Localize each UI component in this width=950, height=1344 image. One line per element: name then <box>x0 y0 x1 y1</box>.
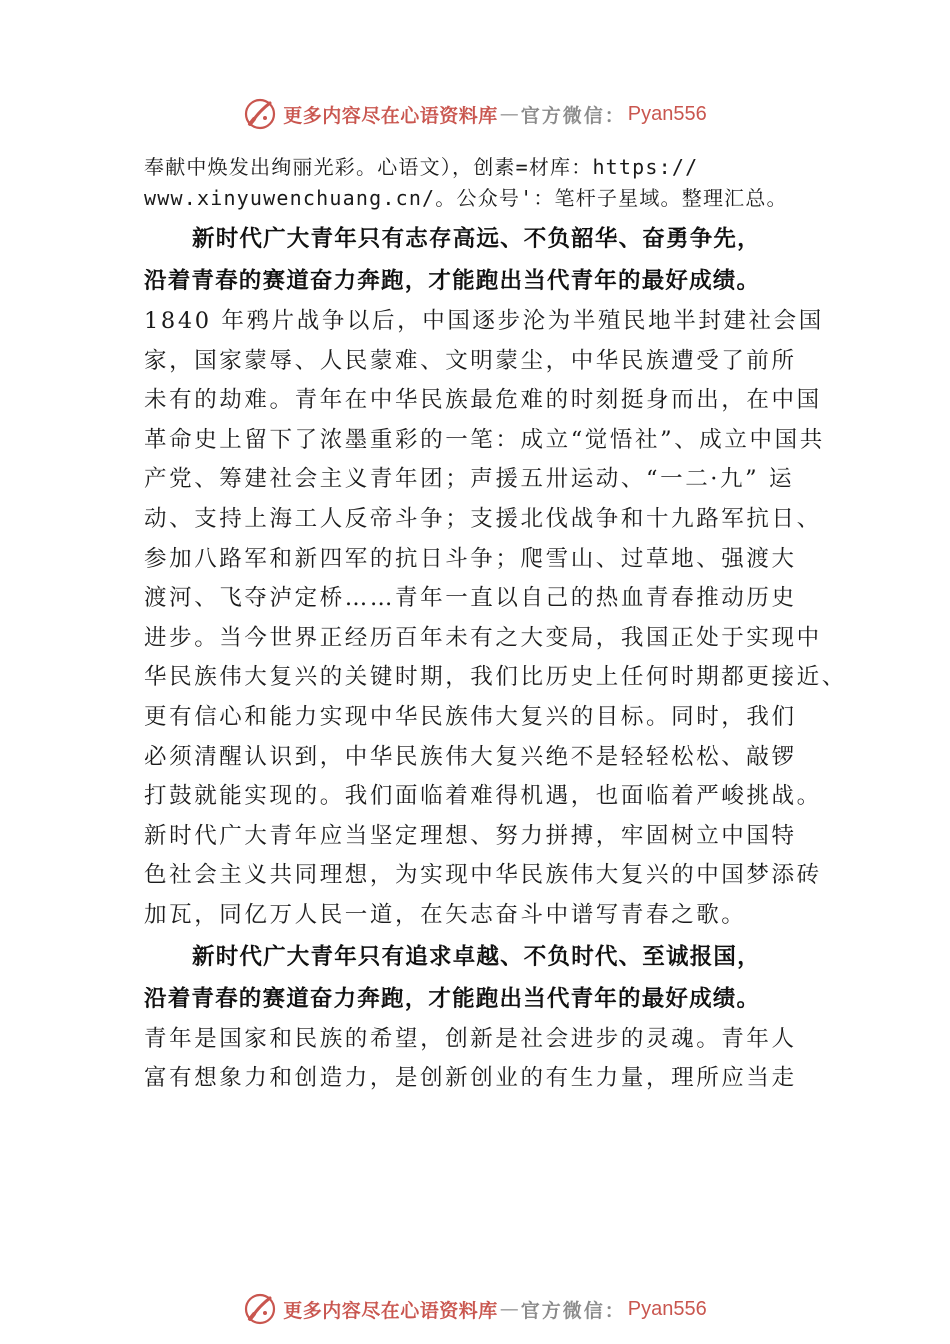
brush-logo-icon <box>243 1292 277 1326</box>
heading-line: 新时代广大青年只有追求卓越、不负时代、至诚报国， <box>192 943 761 970</box>
banner-wechat-id: Pyan556 <box>627 1297 707 1320</box>
paragraph-line: 家，国家蒙辱、人民蒙难、文明蒙尘，中华民族遭受了前所 <box>144 347 797 374</box>
paragraph-line: 新时代广大青年应当坚定理想、努力拼搏，牢固树立中国特 <box>144 822 797 849</box>
heading-2 <box>144 936 844 1020</box>
banner-text: 更多内容尽在心语资料库 <box>283 104 498 127</box>
paragraph-line: 参加八路军和新四军的抗日斗争；爬雪山、过草地、强渡大 <box>144 545 797 572</box>
banner-dash: — <box>499 1298 519 1320</box>
intro-block <box>144 152 844 214</box>
intro-line: 奉献中焕发出绚丽光彩。心语文），创素=材库：https:// <box>144 155 699 179</box>
paragraph-line: 进步。当今世界正经历百年未有之大变局，我国正处于实现中 <box>144 624 822 651</box>
bottom-watermark-banner <box>0 1289 950 1329</box>
paragraph-line: 革命史上留下了浓墨重彩的一笔：成立“觉悟社”、成立中国共 <box>144 426 825 453</box>
paragraph-line: 华民族伟大复兴的关键时期，我们比历史上任何时期都更接近、 <box>144 664 847 691</box>
paragraph-line: 产党、筹建社会主义青年团；声援五卅运动、“一二·九” 运 <box>144 466 795 493</box>
heading-line: 沿着青春的赛道奋力奔跑，才能跑出当代青年的最好成绩。 <box>144 268 761 294</box>
paragraph-line: 未有的劫难。青年在中华民族最危难的时刻挺身而出，在中国 <box>144 387 822 414</box>
heading-1 <box>144 218 844 302</box>
paragraph-line: 必须清醒认识到，中华民族伟大复兴绝不是轻轻松松、敲锣 <box>144 743 797 770</box>
document-body <box>144 152 847 1099</box>
paragraph-line: 动、支持上海工人反帝斗争；支援北伐战争和十九路军抗日、 <box>144 505 822 532</box>
paragraph-line: 1840 年鸦片战争以后，中国逐步沦为半殖民地半封建社会国 <box>144 308 824 334</box>
paragraph-line: 青年是国家和民族的希望，创新是社会进步的灵魂。青年人 <box>144 1025 797 1052</box>
brush-logo-icon <box>243 97 277 131</box>
heading-line: 新时代广大青年只有志存高远、不负韶华、奋勇争先， <box>192 226 761 252</box>
paragraph-1 <box>144 302 847 936</box>
paragraph-line: 打鼓就能实现的。我们面临着难得机遇，也面临着严峻挑战。 <box>144 783 822 810</box>
banner-wechat-id: Pyan556 <box>627 102 707 125</box>
paragraph-line: 更有信心和能力实现中华民族伟大复兴的目标。同时，我们 <box>144 703 797 730</box>
paragraph-line: 渡河、飞夺泸定桥……青年一直以自己的热血青春推动历史 <box>144 585 797 612</box>
intro-line: www.xinyuwenchuang.cn/。公众号'：笔杆子星域。整理汇总。 <box>144 186 788 210</box>
banner-official-label: 官方微信： <box>520 104 626 127</box>
heading-line: 沿着青春的赛道奋力奔跑，才能跑出当代青年的最好成绩。 <box>144 985 761 1012</box>
paragraph-line: 富有想象力和创造力，是创新创业的有生力量，理所应当走 <box>144 1065 797 1092</box>
paragraph-line: 色社会主义共同理想，为实现中华民族伟大复兴的中国梦添砖 <box>144 862 822 889</box>
top-watermark-banner <box>0 94 950 134</box>
banner-dash: — <box>499 103 519 125</box>
banner-official-label: 官方微信： <box>520 1299 626 1322</box>
paragraph-line: 加瓦，同亿万人民一道，在矢志奋斗中谱写青春之歌。 <box>144 901 747 928</box>
paragraph-2 <box>144 1020 844 1099</box>
banner-text: 更多内容尽在心语资料库 <box>283 1299 498 1322</box>
